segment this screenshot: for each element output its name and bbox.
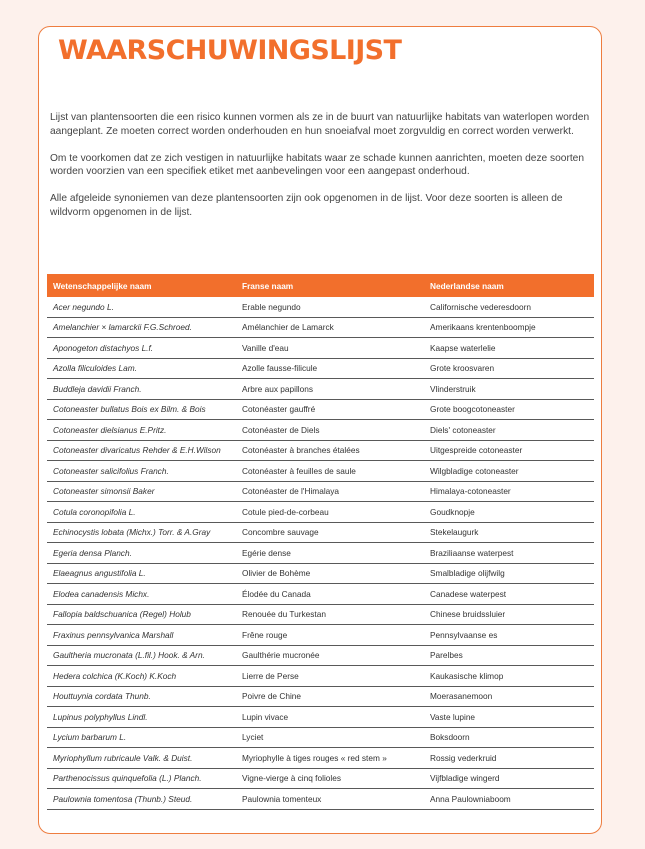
scientific-name-cell: Elaeagnus angustifolia L. bbox=[47, 563, 236, 584]
scientific-name-cell: Houttuynia cordata Thunb. bbox=[47, 686, 236, 707]
scientific-name-cell: Cotoneaster bullatus Bois ex Bilm. & Bois bbox=[47, 399, 236, 420]
dutch-name-cell: Anna Paulowniaboom bbox=[424, 789, 594, 810]
dutch-name-cell: Smalbladige olijfwilg bbox=[424, 563, 594, 584]
table-row bbox=[47, 358, 594, 379]
french-name-cell: Cotule pied-de-corbeau bbox=[236, 502, 424, 523]
dutch-name-cell: Grote boogcotoneaster bbox=[424, 399, 594, 420]
french-name-cell: Olivier de Bohème bbox=[236, 563, 424, 584]
french-name-cell: Amélanchier de Lamarck bbox=[236, 317, 424, 338]
french-name-cell: Concombre sauvage bbox=[236, 522, 424, 543]
table-row bbox=[47, 645, 594, 666]
dutch-name-cell: Kaapse waterlelie bbox=[424, 338, 594, 359]
table-row bbox=[47, 543, 594, 564]
french-name-cell: Erable negundo bbox=[236, 297, 424, 317]
dutch-name-cell: Moerasanemoon bbox=[424, 686, 594, 707]
table-row bbox=[47, 440, 594, 461]
scientific-name-cell: Amelanchier × lamarckii F.G.Schroed. bbox=[47, 317, 236, 338]
intro-paragraph: Om te voorkomen dat ze zich vestigen in natuurlijke habitats waar ze schade kunnen aanrichten, moeten deze soorten worden voorzien van een specifiek etiket met aanbevelingen voor een aangepast onderhoud. bbox=[50, 152, 585, 177]
scientific-name-cell: Cotoneaster divaricatus Rehder & E.H.Wilson bbox=[47, 440, 236, 461]
dutch-name-cell: Vlinderstruik bbox=[424, 379, 594, 400]
french-name-cell: Vigne-vierge à cinq folioles bbox=[236, 768, 424, 789]
table-row bbox=[47, 563, 594, 584]
scientific-name-cell: Azolla filiculoides Lam. bbox=[47, 358, 236, 379]
french-name-cell: Arbre aux papillons bbox=[236, 379, 424, 400]
header-scientific-name: Wetenschappelijke naam bbox=[47, 274, 236, 297]
table-row bbox=[47, 707, 594, 728]
scientific-name-cell: Cotoneaster simonsii Baker bbox=[47, 481, 236, 502]
table-row bbox=[47, 686, 594, 707]
french-name-cell: Cotonéaster gauffré bbox=[236, 399, 424, 420]
table-row bbox=[47, 399, 594, 420]
dutch-name-cell: Goudknopje bbox=[424, 502, 594, 523]
table-row bbox=[47, 481, 594, 502]
dutch-name-cell: Amerikaans krentenboompje bbox=[424, 317, 594, 338]
dutch-name-cell: Kaukasische klimop bbox=[424, 666, 594, 687]
dutch-name-cell: Stekelaugurk bbox=[424, 522, 594, 543]
scientific-name-cell: Fallopia baldschuanica (Regel) Holub bbox=[47, 604, 236, 625]
scientific-name-cell: Fraxinus pennsylvanica Marshall bbox=[47, 625, 236, 646]
scientific-name-cell: Aponogeton distachyos L.f. bbox=[47, 338, 236, 359]
table-row bbox=[47, 748, 594, 769]
scientific-name-cell: Gaultheria mucronata (L.fil.) Hook. & Arn. bbox=[47, 645, 236, 666]
table-row bbox=[47, 420, 594, 441]
dutch-name-cell: Rossig vederkruid bbox=[424, 748, 594, 769]
table-row bbox=[47, 625, 594, 646]
scientific-name-cell: Cotoneaster dielsianus E.Pritz. bbox=[47, 420, 236, 441]
dutch-name-cell: Braziliaanse waterpest bbox=[424, 543, 594, 564]
scientific-name-cell: Parthenocissus quinquefolia (L.) Planch. bbox=[47, 768, 236, 789]
scientific-name-cell: Myriophyllum rubricaule Valk. & Duist. bbox=[47, 748, 236, 769]
table-row bbox=[47, 461, 594, 482]
scientific-name-cell: Lycium barbarum L. bbox=[47, 727, 236, 748]
table-row bbox=[47, 604, 594, 625]
scientific-name-cell: Cotula coronopifolia L. bbox=[47, 502, 236, 523]
species-table bbox=[47, 274, 594, 810]
table-row bbox=[47, 379, 594, 400]
table-row bbox=[47, 666, 594, 687]
french-name-cell: Renouée du Turkestan bbox=[236, 604, 424, 625]
intro-paragraph: Lijst van plantensoorten die een risico kunnen vormen als ze in de buurt van natuurlijke habitats van waterlopen worden aangeplant. Ze moeten correct worden onderhouden en hun snoeiafval moet zorgvuldig en correct worden verwerkt. bbox=[50, 112, 590, 137]
scientific-name-cell: Elodea canadensis Michx. bbox=[47, 584, 236, 605]
table-row bbox=[47, 727, 594, 748]
table-row bbox=[47, 768, 594, 789]
french-name-cell: Myriophylle à tiges rouges « red stem » bbox=[236, 748, 424, 769]
scientific-name-cell: Lupinus polyphyllus Lindl. bbox=[47, 707, 236, 728]
dutch-name-cell: Vijfbladige wingerd bbox=[424, 768, 594, 789]
scientific-name-cell: Echinocystis lobata (Michx.) Torr. & A.Gray bbox=[47, 522, 236, 543]
scientific-name-cell: Hedera colchica (K.Koch) K.Koch bbox=[47, 666, 236, 687]
dutch-name-cell: Chinese bruidssluier bbox=[424, 604, 594, 625]
scientific-name-cell: Egeria densa Planch. bbox=[47, 543, 236, 564]
scientific-name-cell: Cotoneaster salicifolius Franch. bbox=[47, 461, 236, 482]
table-row bbox=[47, 338, 594, 359]
dutch-name-cell: Pennsylvaanse es bbox=[424, 625, 594, 646]
header-french-name: Franse naam bbox=[236, 274, 424, 297]
dutch-name-cell: Parelbes bbox=[424, 645, 594, 666]
header-dutch-name: Nederlandse naam bbox=[424, 274, 594, 297]
french-name-cell: Cotonéaster à branches étalées bbox=[236, 440, 424, 461]
french-name-cell: Lupin vivace bbox=[236, 707, 424, 728]
dutch-name-cell: Himalaya-cotoneaster bbox=[424, 481, 594, 502]
table-row bbox=[47, 789, 594, 810]
french-name-cell: Frêne rouge bbox=[236, 625, 424, 646]
french-name-cell: Élodée du Canada bbox=[236, 584, 424, 605]
french-name-cell: Cotonéaster de Diels bbox=[236, 420, 424, 441]
scientific-name-cell: Acer negundo L. bbox=[47, 297, 236, 317]
french-name-cell: Vanille d'eau bbox=[236, 338, 424, 359]
table-row bbox=[47, 502, 594, 523]
french-name-cell: Lyciet bbox=[236, 727, 424, 748]
french-name-cell: Lierre de Perse bbox=[236, 666, 424, 687]
table-row bbox=[47, 522, 594, 543]
dutch-name-cell: Diels' cotoneaster bbox=[424, 420, 594, 441]
table-row bbox=[47, 317, 594, 338]
scientific-name-cell: Paulownia tomentosa (Thunb.) Steud. bbox=[47, 789, 236, 810]
table-header-row bbox=[47, 274, 594, 297]
french-name-cell: Cotonéaster à feuilles de saule bbox=[236, 461, 424, 482]
dutch-name-cell: Canadese waterpest bbox=[424, 584, 594, 605]
french-name-cell: Paulownia tomenteux bbox=[236, 789, 424, 810]
french-name-cell: Egérie dense bbox=[236, 543, 424, 564]
table-row bbox=[47, 297, 594, 317]
dutch-name-cell: Vaste lupine bbox=[424, 707, 594, 728]
dutch-name-cell: Californische vederesdoorn bbox=[424, 297, 594, 317]
intro-paragraph: Alle afgeleide synoniemen van deze plantensoorten zijn ook opgenomen in de lijst. Voor deze soorten is alleen de wildvorm opgenomen in de lijst. bbox=[50, 193, 563, 218]
scientific-name-cell: Buddleja davidii Franch. bbox=[47, 379, 236, 400]
dutch-name-cell: Wilgbladige cotoneaster bbox=[424, 461, 594, 482]
page-title: WAARSCHUWINGSLIJST bbox=[58, 35, 402, 66]
french-name-cell: Gaulthérie mucronée bbox=[236, 645, 424, 666]
dutch-name-cell: Grote kroosvaren bbox=[424, 358, 594, 379]
intro-text bbox=[50, 111, 594, 233]
french-name-cell: Azolle fausse-filicule bbox=[236, 358, 424, 379]
table-row bbox=[47, 584, 594, 605]
french-name-cell: Cotonéaster de l'Himalaya bbox=[236, 481, 424, 502]
document-card bbox=[38, 26, 602, 834]
dutch-name-cell: Uitgespreide cotoneaster bbox=[424, 440, 594, 461]
dutch-name-cell: Boksdoorn bbox=[424, 727, 594, 748]
french-name-cell: Poivre de Chine bbox=[236, 686, 424, 707]
